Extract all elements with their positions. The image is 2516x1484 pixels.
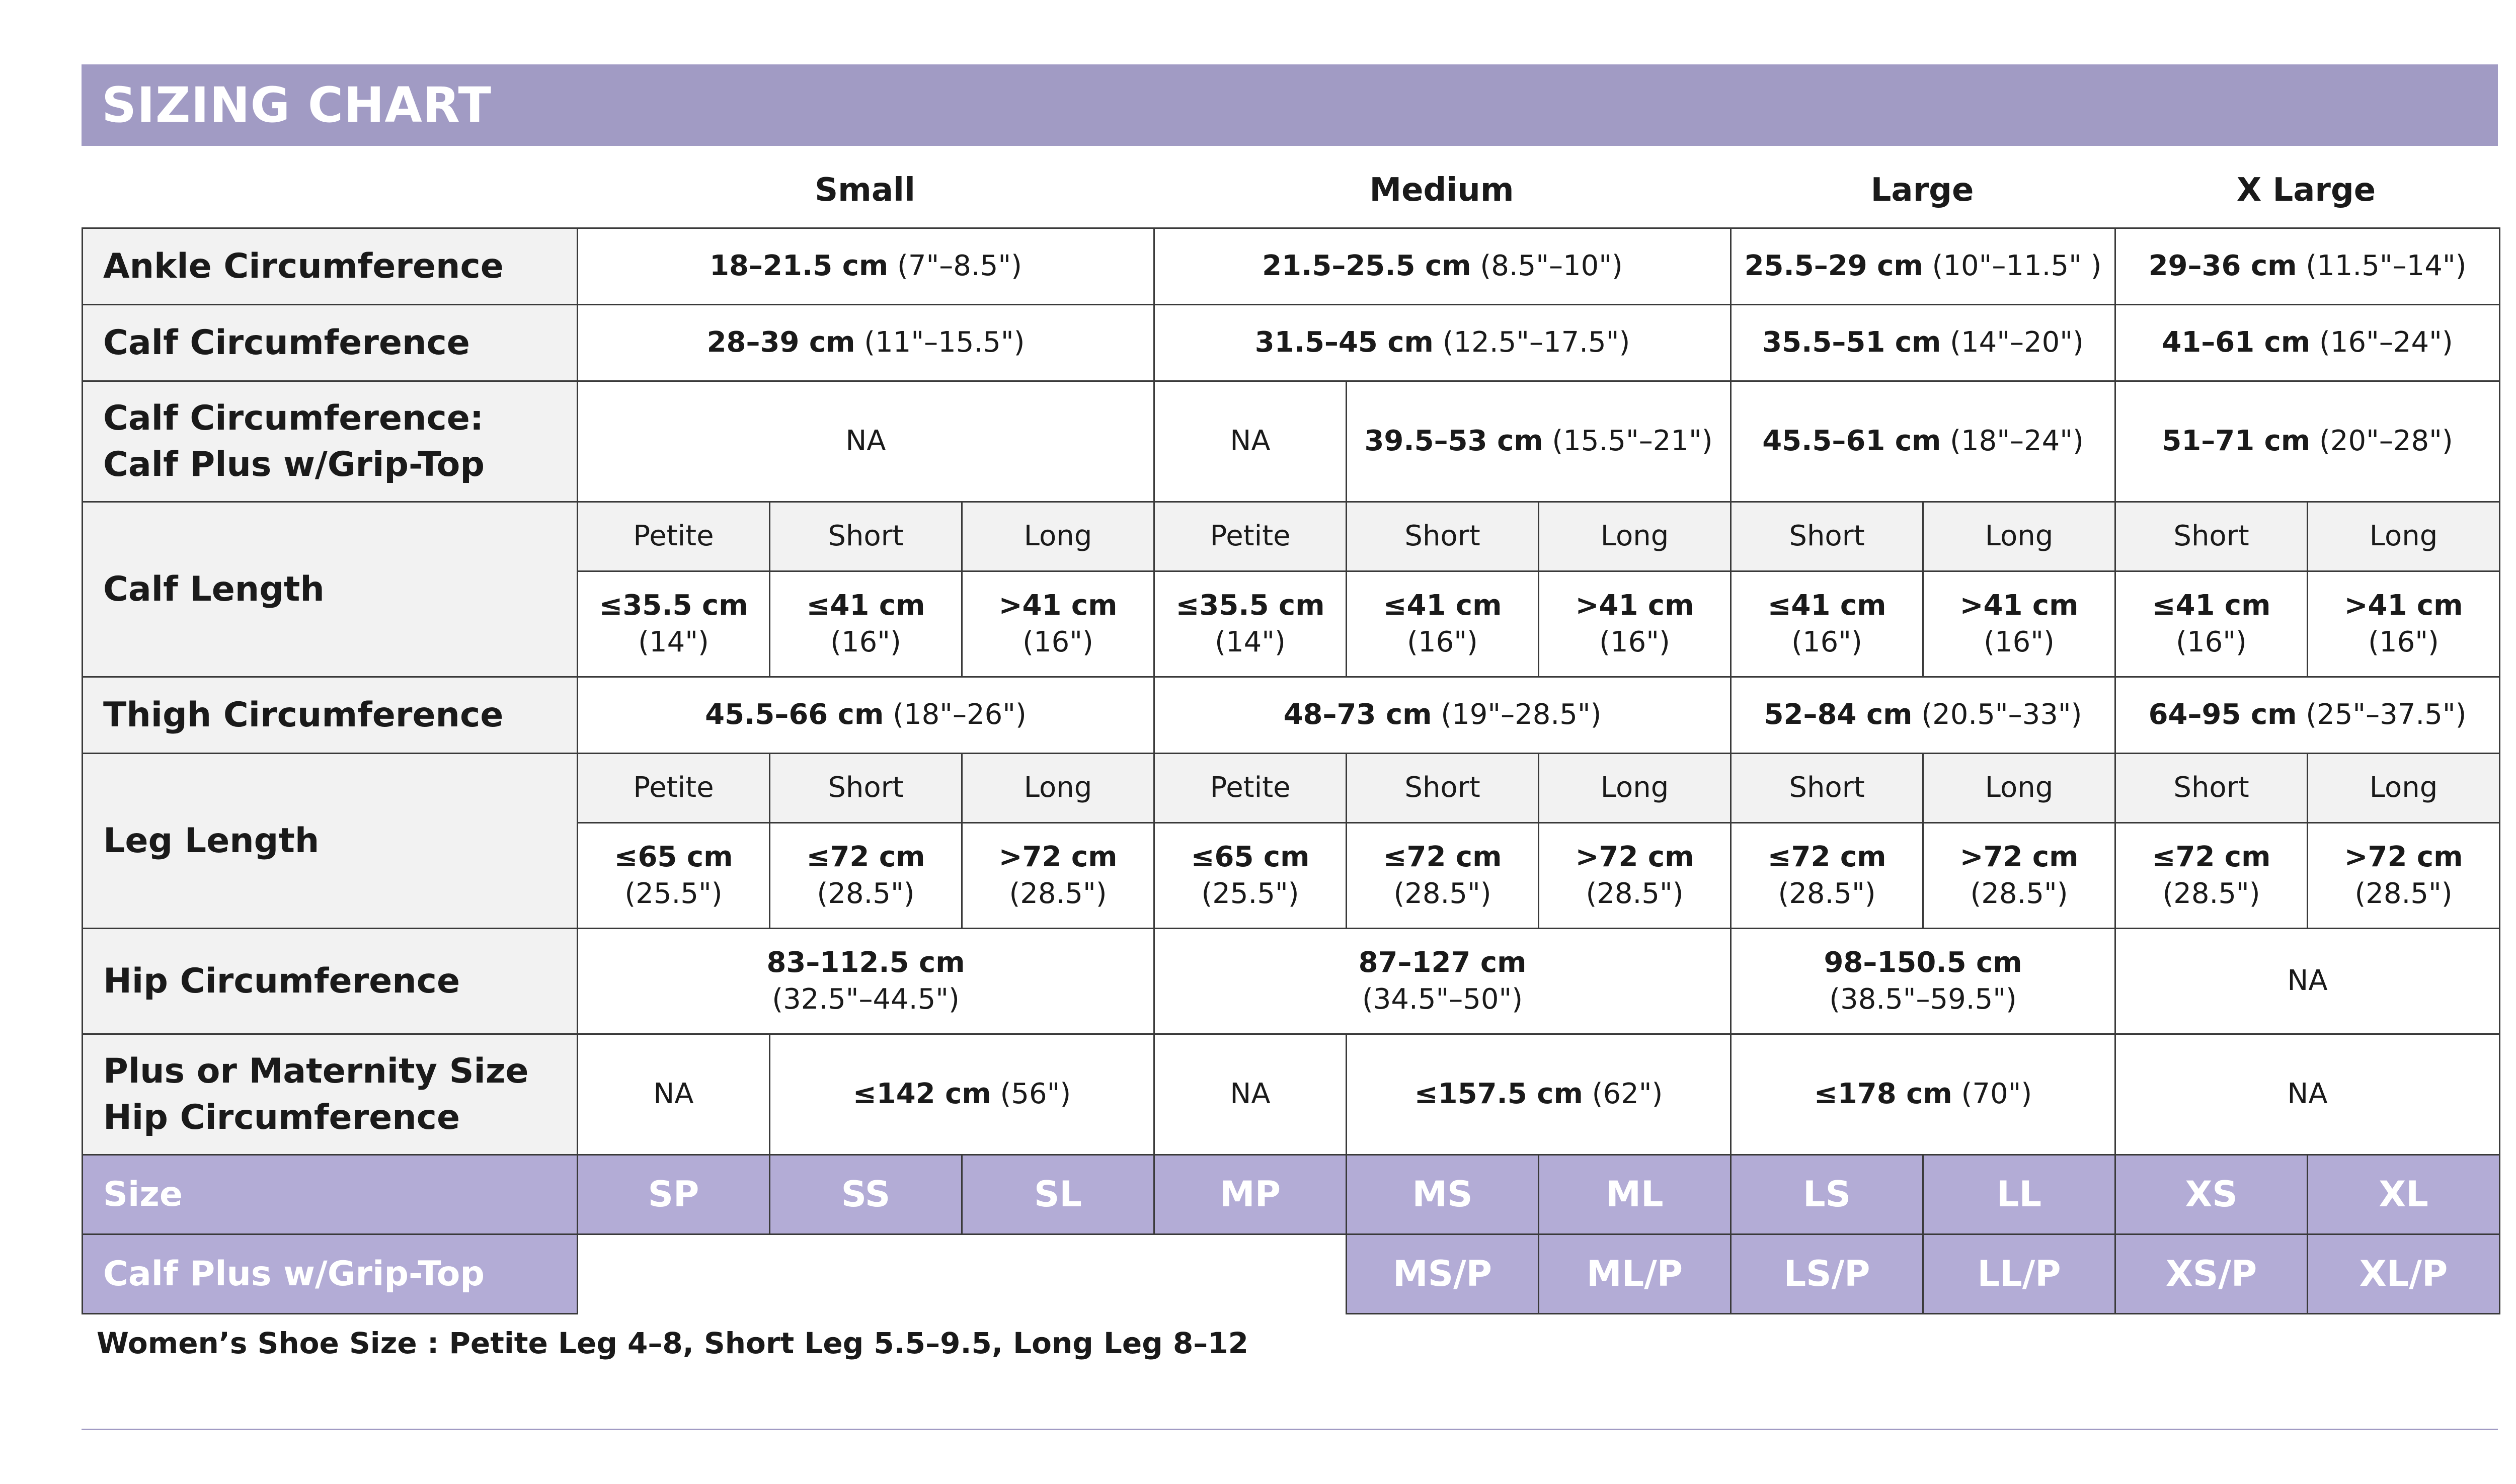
subhead: Petite xyxy=(578,754,770,823)
row-label: Calf Circumference xyxy=(83,305,578,381)
subhead: Long xyxy=(1923,754,2115,823)
cell-xlarge: 51–71 cm (20"–28") xyxy=(2115,381,2500,502)
value-cell: ≤35.5 cm (14") xyxy=(1154,571,1347,677)
subhead: Petite xyxy=(578,502,770,571)
size-code: MS/P xyxy=(1347,1234,1539,1314)
cell-large: ≤178 cm (70") xyxy=(1731,1034,2115,1155)
row-maternity xyxy=(83,1034,2500,1155)
row-calf xyxy=(83,305,2500,381)
subhead: Long xyxy=(962,754,1154,823)
row-label: Thigh Circumference xyxy=(83,677,578,754)
value-cell: ≤41 cm (16") xyxy=(770,571,962,677)
size-code: XL/P xyxy=(2308,1234,2500,1314)
value-cell: >41 cm (16") xyxy=(1923,571,2115,677)
cell-xlarge: NA xyxy=(2115,929,2500,1034)
subhead: Long xyxy=(2308,502,2500,571)
divider xyxy=(82,1429,2498,1430)
cell-small: 45.5–66 cm (18"–26") xyxy=(578,677,1154,754)
cell-large: 35.5–51 cm (14"–20") xyxy=(1731,305,2115,381)
value-cell: ≤41 cm (16") xyxy=(1731,571,1923,677)
value-cell: ≤72 cm (28.5") xyxy=(2115,823,2308,929)
row-calf-plus xyxy=(83,381,2500,502)
subhead: Long xyxy=(1539,502,1731,571)
value-cell: ≤35.5 cm (14") xyxy=(578,571,770,677)
column-header-xlarge: X Large xyxy=(2236,172,2376,209)
cell-small-petite: NA xyxy=(578,1034,770,1155)
cell-medium: ≤157.5 cm (62") xyxy=(1347,1034,1731,1155)
size-code: ML/P xyxy=(1539,1234,1731,1314)
cell-small: ≤142 cm (56") xyxy=(770,1034,1154,1155)
value-cell: ≤72 cm (28.5") xyxy=(1731,823,1923,929)
cell-medium: 87–127 cm (34.5"–50") xyxy=(1154,929,1731,1034)
cell-medium: 48–73 cm (19"–28.5") xyxy=(1154,677,1731,754)
column-header-small: Small xyxy=(815,172,915,209)
value-cell: ≤41 cm (16") xyxy=(1347,571,1539,677)
size-code: XS/P xyxy=(2115,1234,2308,1314)
size-code: ML xyxy=(1539,1155,1731,1234)
cell-large: 52–84 cm (20.5"–33") xyxy=(1731,677,2115,754)
row-label: Size xyxy=(83,1155,578,1234)
row-label: Hip Circumference xyxy=(83,929,578,1034)
size-code: MP xyxy=(1154,1155,1347,1234)
footnote: Women’s Shoe Size : Petite Leg 4–8, Short Leg 5.5–9.5, Long Leg 8–12 xyxy=(97,1326,1249,1360)
subhead: Long xyxy=(2308,754,2500,823)
cell-small: 28–39 cm (11"–15.5") xyxy=(578,305,1154,381)
size-code: MS xyxy=(1347,1155,1539,1234)
size-code: SL xyxy=(962,1155,1154,1234)
row-ankle xyxy=(83,228,2500,305)
row-label: Calf Plus w/Grip-Top xyxy=(83,1234,578,1314)
cell-medium: 39.5–53 cm (15.5"–21") xyxy=(1347,381,1731,502)
size-code: SS xyxy=(770,1155,962,1234)
row-size-codes xyxy=(83,1155,2500,1234)
subhead: Short xyxy=(2115,754,2308,823)
cell-xlarge: NA xyxy=(2115,1034,2500,1155)
row-label: Plus or Maternity Size Hip Circumference xyxy=(83,1034,578,1155)
size-code: SP xyxy=(578,1155,770,1234)
cell-medium: 21.5–25.5 cm (8.5"–10") xyxy=(1154,228,1731,305)
title-banner xyxy=(82,64,2498,146)
cell-medium: 31.5–45 cm (12.5"–17.5") xyxy=(1154,305,1731,381)
subhead: Long xyxy=(1923,502,2115,571)
cell-small: 83–112.5 cm (32.5"–44.5") xyxy=(578,929,1154,1034)
size-code: LS/P xyxy=(1731,1234,1923,1314)
value-cell: >72 cm (28.5") xyxy=(2308,823,2500,929)
size-code: LL/P xyxy=(1923,1234,2115,1314)
empty-cell xyxy=(578,1234,1347,1314)
row-label: Calf Circumference: Calf Plus w/Grip-Top xyxy=(83,381,578,502)
size-code: XS xyxy=(2115,1155,2308,1234)
cell-large: 98–150.5 cm (38.5"–59.5") xyxy=(1731,929,2115,1034)
row-leg-length-subheads xyxy=(83,754,2500,823)
subhead: Petite xyxy=(1154,502,1347,571)
value-cell: ≤65 cm (25.5") xyxy=(578,823,770,929)
value-cell: >41 cm (16") xyxy=(962,571,1154,677)
subhead: Long xyxy=(1539,754,1731,823)
row-label: Ankle Circumference xyxy=(83,228,578,305)
size-code: LL xyxy=(1923,1155,2115,1234)
row-hip xyxy=(83,929,2500,1034)
column-header-large: Large xyxy=(1870,172,1974,209)
row-label: Leg Length xyxy=(83,754,578,929)
row-calf-plus-codes xyxy=(83,1234,2500,1314)
cell-small: NA xyxy=(578,381,1154,502)
page-title: SIZING CHART xyxy=(102,77,492,133)
value-cell: >41 cm (16") xyxy=(1539,571,1731,677)
subhead: Short xyxy=(1347,754,1539,823)
subhead: Short xyxy=(770,502,962,571)
size-code: XL xyxy=(2308,1155,2500,1234)
subhead: Long xyxy=(962,502,1154,571)
value-cell: >72 cm (28.5") xyxy=(1923,823,2115,929)
value-cell: ≤41 cm (16") xyxy=(2115,571,2308,677)
subhead: Short xyxy=(770,754,962,823)
row-calf-length-subheads xyxy=(83,502,2500,571)
value-cell: ≤65 cm (25.5") xyxy=(1154,823,1347,929)
value-cell: >72 cm (28.5") xyxy=(1539,823,1731,929)
value-cell: ≤72 cm (28.5") xyxy=(1347,823,1539,929)
value-cell: >41 cm (16") xyxy=(2308,571,2500,677)
column-header-medium: Medium xyxy=(1369,172,1514,209)
cell-medium-petite: NA xyxy=(1154,381,1347,502)
subhead: Short xyxy=(2115,502,2308,571)
size-code: LS xyxy=(1731,1155,1923,1234)
subhead: Short xyxy=(1347,502,1539,571)
cell-xlarge: 41–61 cm (16"–24") xyxy=(2115,305,2500,381)
row-thigh xyxy=(83,677,2500,754)
cell-xlarge: 64–95 cm (25"–37.5") xyxy=(2115,677,2500,754)
value-cell: >72 cm (28.5") xyxy=(962,823,1154,929)
subhead: Short xyxy=(1731,754,1923,823)
cell-medium-petite: NA xyxy=(1154,1034,1347,1155)
cell-large: 45.5–61 cm (18"–24") xyxy=(1731,381,2115,502)
sizing-table xyxy=(82,227,2500,1314)
cell-xlarge: 29–36 cm (11.5"–14") xyxy=(2115,228,2500,305)
cell-small: 18–21.5 cm (7"–8.5") xyxy=(578,228,1154,305)
row-label: Calf Length xyxy=(83,502,578,677)
cell-large: 25.5–29 cm (10"–11.5" ) xyxy=(1731,228,2115,305)
value-cell: ≤72 cm (28.5") xyxy=(770,823,962,929)
subhead: Short xyxy=(1731,502,1923,571)
subhead: Petite xyxy=(1154,754,1347,823)
